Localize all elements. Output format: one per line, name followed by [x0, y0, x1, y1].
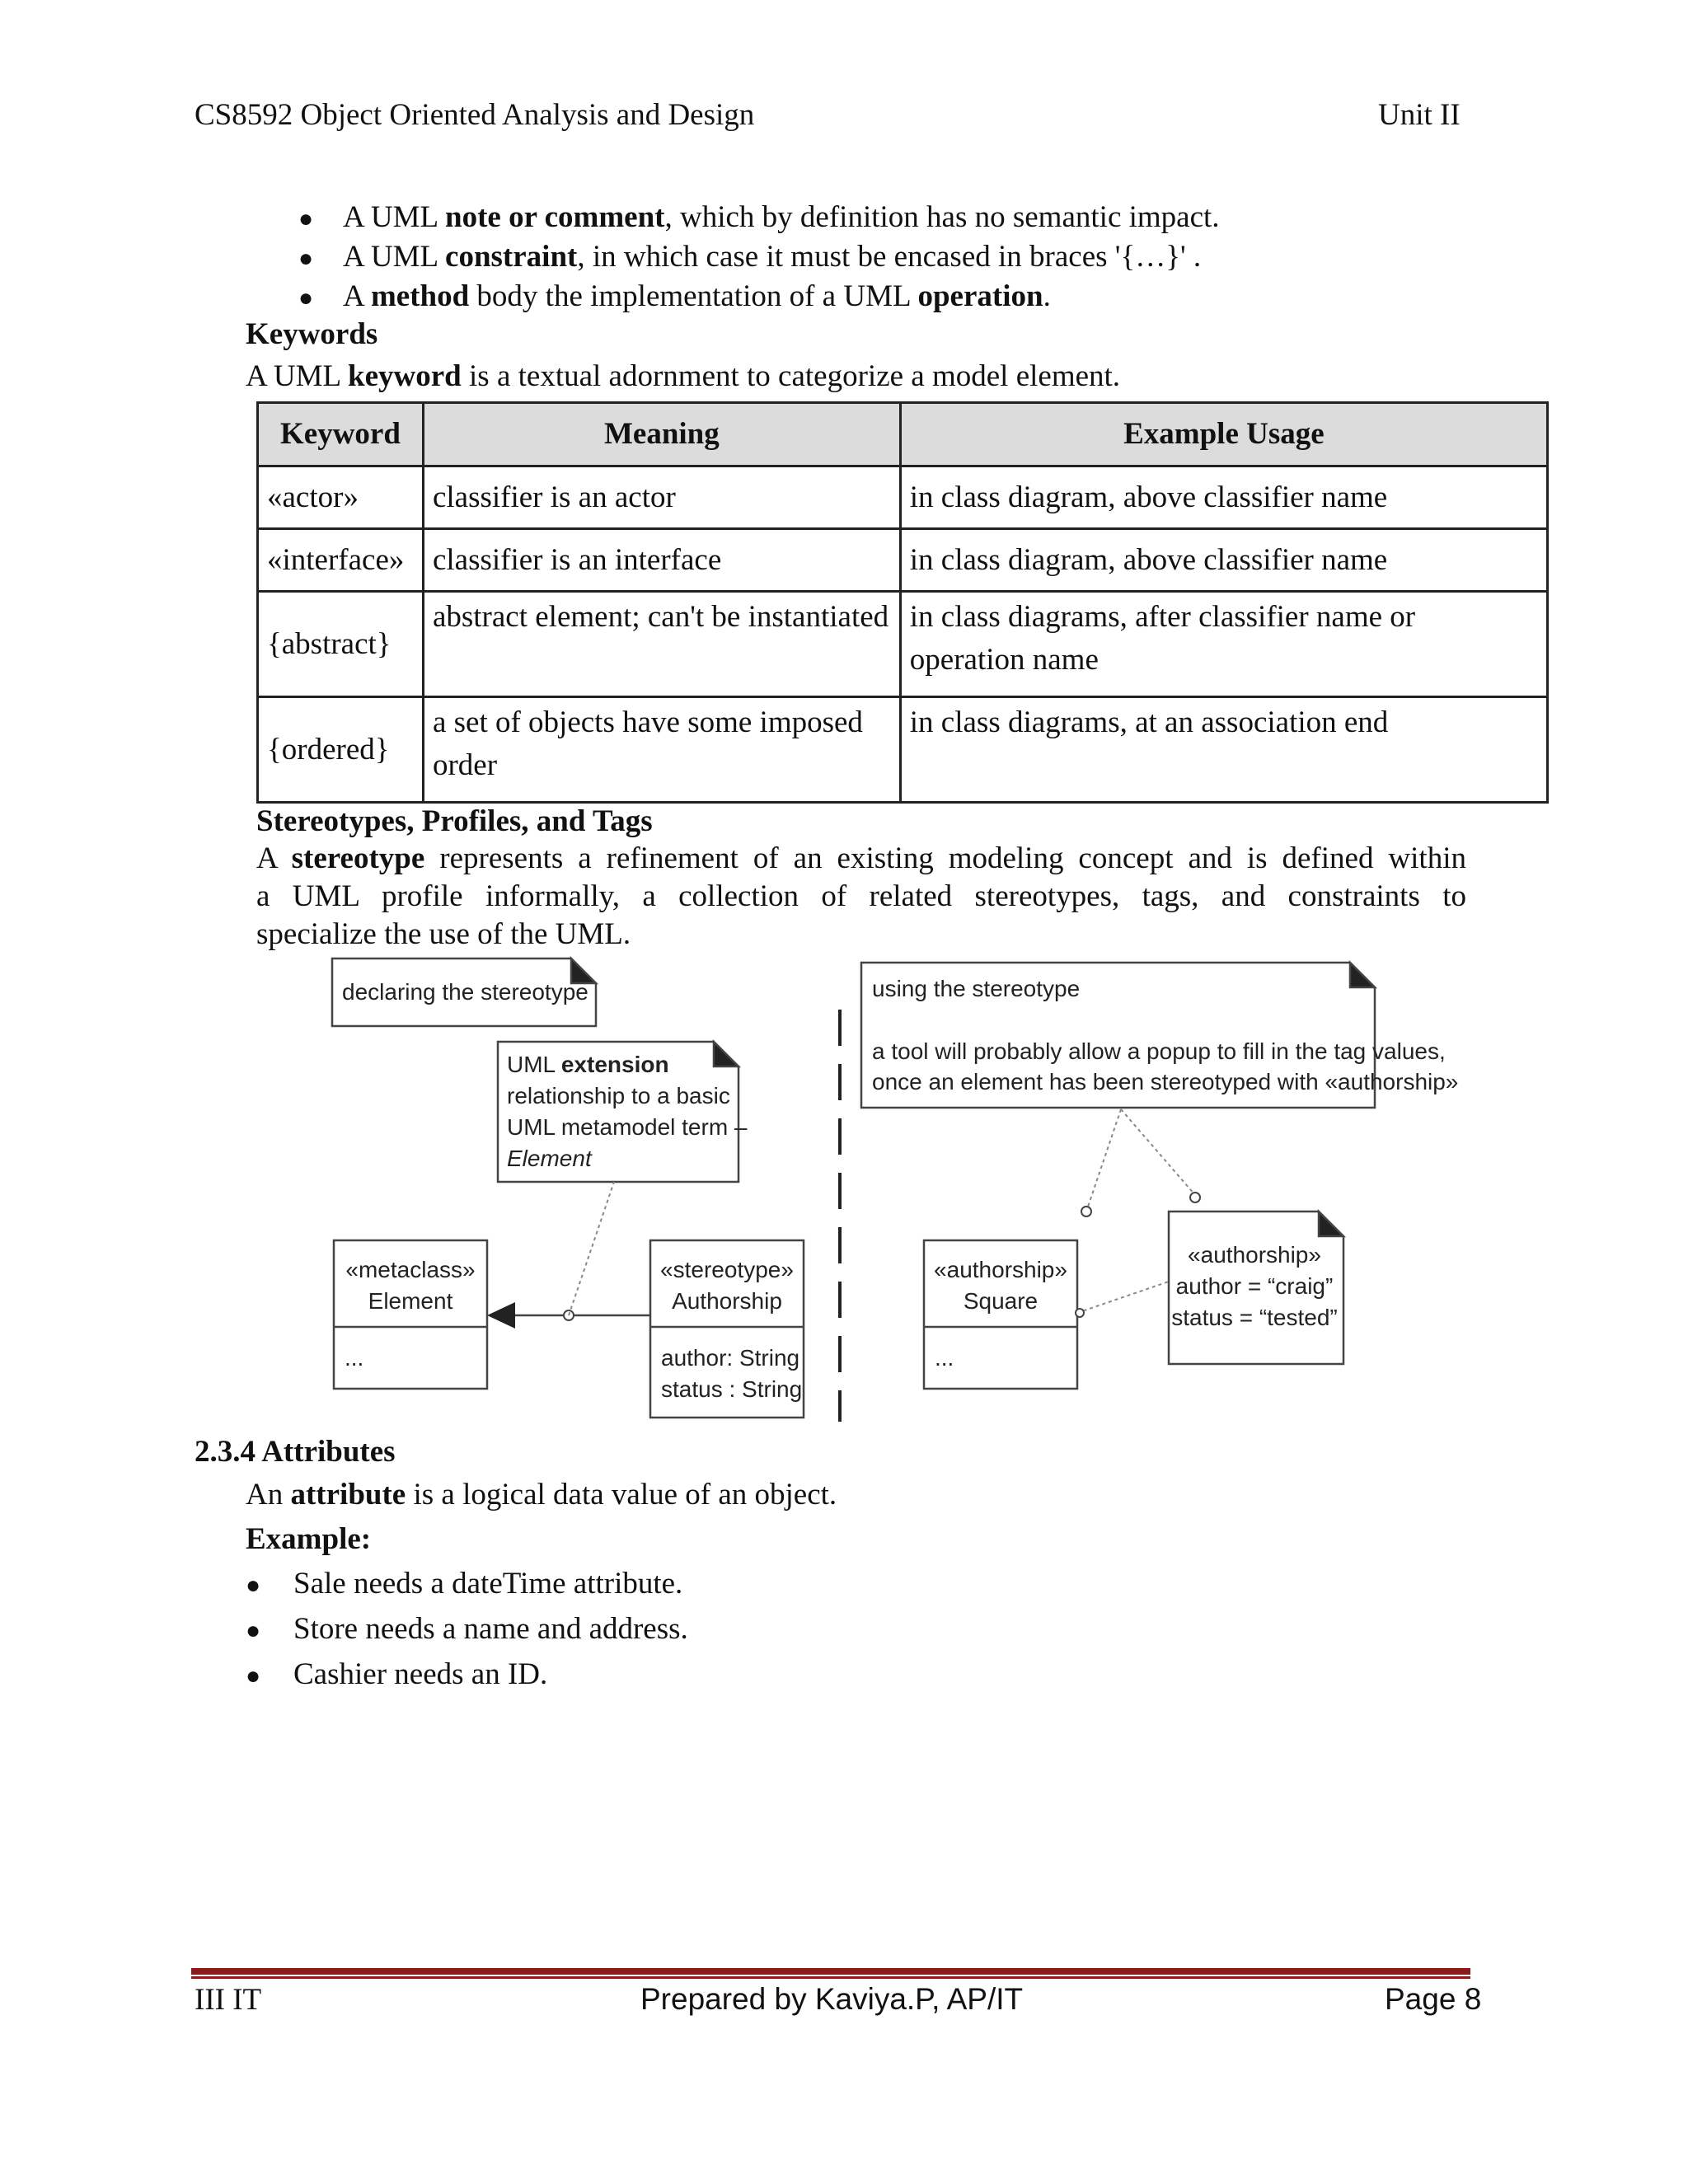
- stereotypes-line-2: a UML profile informally, a collection of related stereotypes, tags, and constraints to: [256, 879, 1466, 913]
- note-extension-line-4: Element: [507, 1146, 592, 1171]
- table-cell: in class diagram, above classifier name: [900, 466, 1547, 529]
- example-label: Example:: [246, 1522, 372, 1556]
- square-name: Square: [963, 1288, 1039, 1314]
- tag-author: author = “craig”: [1175, 1273, 1334, 1299]
- table-cell: in class diagram, above classifier name: [900, 529, 1547, 592]
- table-cell: «interface»: [258, 529, 424, 592]
- bullet-icon: ●: [246, 1662, 261, 1690]
- keywords-intro: A UML keyword is a textual adornment to categorize a model element.: [246, 359, 1121, 393]
- keywords-heading: Keywords: [246, 317, 378, 351]
- list-item: A UML note or comment, which by definition has no semantic impact.: [343, 200, 1220, 234]
- note-using-line-1: a tool will probably allow a popup to fill in the tag values,: [872, 1038, 1446, 1064]
- note-extension-line-2: relationship to a basic: [507, 1083, 730, 1108]
- attributes-heading: 2.3.4 Attributes: [195, 1435, 396, 1469]
- note-declaring-text: declaring the stereotype: [342, 979, 588, 1005]
- square-body: ...: [935, 1345, 954, 1371]
- stereotype-stereotype: «stereotype»: [660, 1257, 794, 1282]
- note-using-title: using the stereotype: [872, 976, 1081, 1001]
- table-cell: {abstract}: [258, 592, 424, 697]
- table-cell: «actor»: [258, 466, 424, 529]
- footer-rule-thin: [191, 1976, 1470, 1979]
- note-extension-line-3: UML metamodel term –: [507, 1114, 748, 1140]
- footer-rule: [191, 1968, 1470, 1975]
- list-item: Cashier needs an ID.: [293, 1657, 548, 1691]
- note-extension-line-1: UML extension: [507, 1052, 669, 1077]
- bullet-icon: ●: [298, 284, 314, 312]
- note-using-line-2: once an element has been stereotyped with «authorship»: [872, 1069, 1459, 1094]
- metaclass-stereotype: «metaclass»: [345, 1257, 476, 1282]
- bullet-icon: ●: [246, 1617, 261, 1644]
- footer-left: III IT: [195, 1983, 262, 2017]
- table-header-keyword: Keyword: [258, 403, 424, 466]
- stereotypes-line-3: specialize the use of the UML.: [256, 917, 631, 951]
- table-cell: in class diagrams, at an association end: [900, 697, 1547, 803]
- tag-stereotype: «authorship»: [1188, 1242, 1321, 1268]
- table-cell: a set of objects have some imposed order: [423, 697, 900, 803]
- table-cell: classifier is an interface: [423, 529, 900, 592]
- header-unit: Unit II: [1378, 98, 1461, 132]
- table-cell: in class diagrams, after classifier name or operation name: [900, 592, 1547, 697]
- table-header-meaning: Meaning: [423, 403, 900, 466]
- attributes-intro: An attribute is a logical data value of an object.: [246, 1478, 837, 1511]
- metaclass-name: Element: [368, 1288, 453, 1314]
- footer-page: Page 8: [1385, 1982, 1482, 2016]
- table-cell: abstract element; can't be instantiated: [423, 592, 900, 697]
- list-item: Sale needs a dateTime attribute.: [293, 1567, 683, 1601]
- extension-arrowhead: [487, 1302, 515, 1329]
- list-item: A UML constraint, in which case it must be encased in braces '{…}' .: [343, 240, 1202, 274]
- header-course: CS8592 Object Oriented Analysis and Design: [195, 98, 755, 132]
- table-cell: classifier is an actor: [423, 466, 900, 529]
- bullet-icon: ●: [298, 205, 314, 232]
- stereotype-name: Authorship: [672, 1288, 782, 1314]
- bullet-icon: ●: [298, 245, 314, 272]
- metaclass-body: ...: [345, 1345, 364, 1371]
- list-item: A method body the implementation of a UML operation.: [343, 279, 1051, 313]
- footer-center: Prepared by Kaviya.P, AP/IT: [640, 1982, 1024, 2016]
- stereotype-attr-2: status : String: [661, 1376, 803, 1402]
- list-item: Store needs a name and address.: [293, 1612, 688, 1646]
- tag-status: status = “tested”: [1171, 1305, 1338, 1330]
- table-header-usage: Example Usage: [900, 403, 1547, 466]
- stereotypes-heading: Stereotypes, Profiles, and Tags: [256, 804, 653, 838]
- table-cell: {ordered}: [258, 697, 424, 803]
- stereotypes-line-1: A stereotype represents a refinement of an existing modeling concept and is defined within: [256, 841, 1466, 875]
- stereotype-attr-1: author: String: [661, 1345, 800, 1371]
- square-stereotype: «authorship»: [934, 1257, 1067, 1282]
- bullet-icon: ●: [246, 1572, 261, 1599]
